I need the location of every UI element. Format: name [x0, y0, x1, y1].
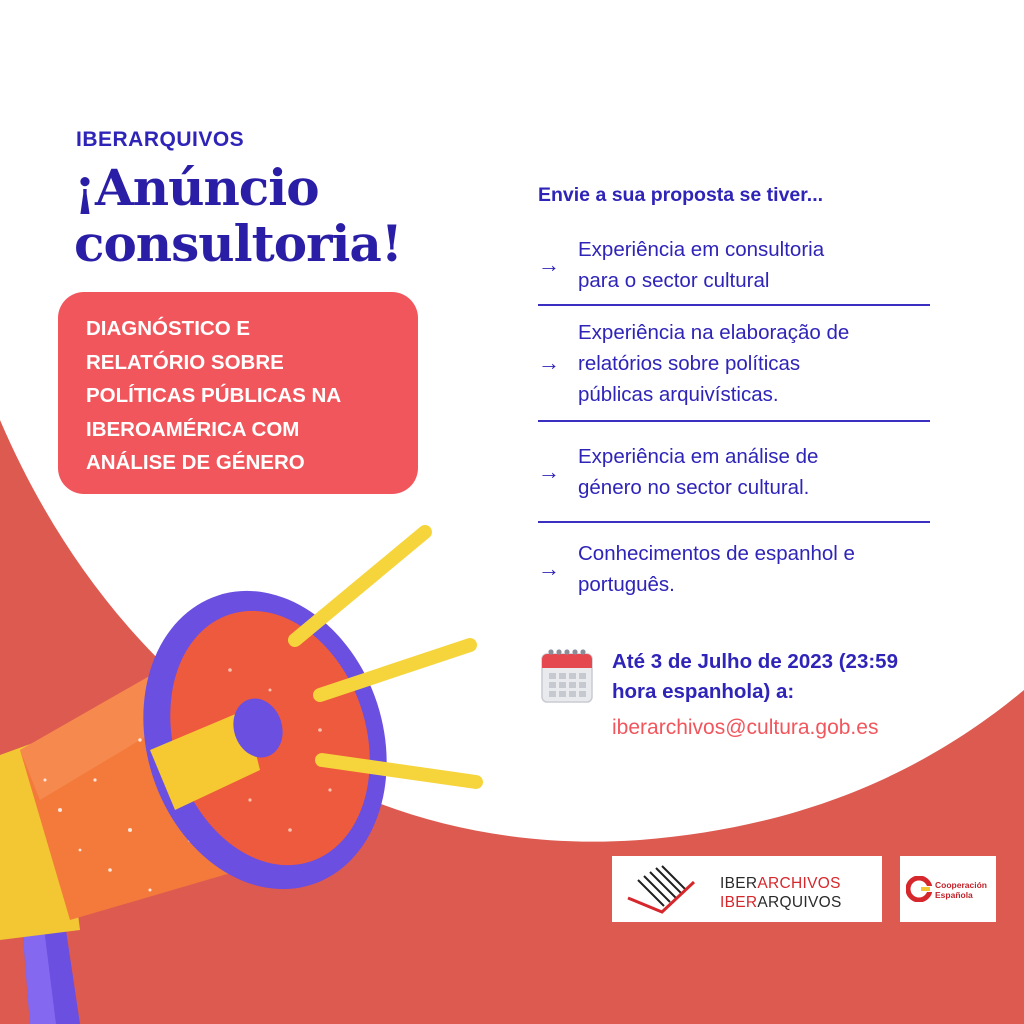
logo-word: ARCHIVOS: [757, 875, 841, 892]
archive-logo-icon: [626, 864, 696, 914]
deadline-line: Até 3 de Julho de 2023 (23:59: [612, 650, 898, 673]
requirement-line: relatórios sobre políticas: [578, 351, 801, 375]
requirement-line: para o sector cultural: [578, 269, 770, 292]
topic-line: DIAGNÓSTICO E: [86, 317, 251, 340]
arrow-right-icon: →: [538, 350, 560, 375]
requirement-line: Conhecimentos de espanhol e: [578, 542, 855, 565]
cooperacion-logo: [900, 856, 996, 922]
requirement-line: género no sector cultural.: [578, 475, 810, 499]
list-item: [538, 306, 930, 422]
brand-label: IBERARQUIVOS: [76, 128, 245, 151]
title-line: ¡Anúncio: [74, 158, 319, 217]
requirement-line: Experiência em consultoria: [578, 238, 825, 261]
requirements-title: Envie a sua proposta se tiver...: [538, 184, 824, 206]
requirement-text: [578, 317, 849, 410]
topic-line: ANÁLISE DE GÉNERO: [86, 451, 305, 474]
deadline-line: hora espanhola) a:: [612, 680, 795, 703]
requirement-text: [578, 441, 818, 503]
list-item: [538, 523, 930, 615]
topic-line: IBEROAMÉRICA COM: [86, 417, 300, 441]
requirement-line: português.: [578, 573, 675, 596]
arrow-right-icon: →: [538, 556, 560, 581]
logo-word: Cooperación: [935, 880, 987, 890]
logo-word: IBER: [720, 894, 758, 911]
title-line: consultoria!: [74, 214, 402, 273]
requirement-text: [578, 538, 855, 600]
requirements-list: [538, 226, 930, 615]
requirement-line: Experiência em análise de: [578, 444, 819, 468]
email-link[interactable]: iberarchivos@cultura.gob.es: [612, 716, 879, 739]
logo-text: [720, 874, 842, 912]
topic-line: POLÍTICAS PÚBLICAS NA: [86, 384, 342, 407]
logo-text: [935, 880, 987, 900]
topic-box: [58, 292, 418, 494]
cooperacion-mark-icon: [906, 876, 932, 902]
arrow-right-icon: →: [538, 252, 560, 277]
arrow-right-icon: →: [538, 458, 560, 484]
list-item: [538, 422, 930, 523]
deadline-text: [612, 647, 972, 707]
logo-word: Española: [935, 890, 973, 900]
list-item: [538, 226, 930, 306]
requirement-text: [578, 234, 824, 296]
topic-line: RELATÓRIO SOBRE: [86, 350, 284, 374]
logo-word: ARQUIVOS: [757, 894, 842, 911]
megaphone-icon: [0, 510, 500, 1024]
logo-word: IBER: [720, 875, 758, 892]
page-title: [74, 160, 402, 272]
requirement-line: Experiência na elaboração de: [578, 320, 850, 344]
iberarchivos-logo: [612, 856, 882, 922]
calendar-icon: [540, 646, 594, 704]
requirement-line: públicas arquivísticas.: [578, 382, 779, 406]
